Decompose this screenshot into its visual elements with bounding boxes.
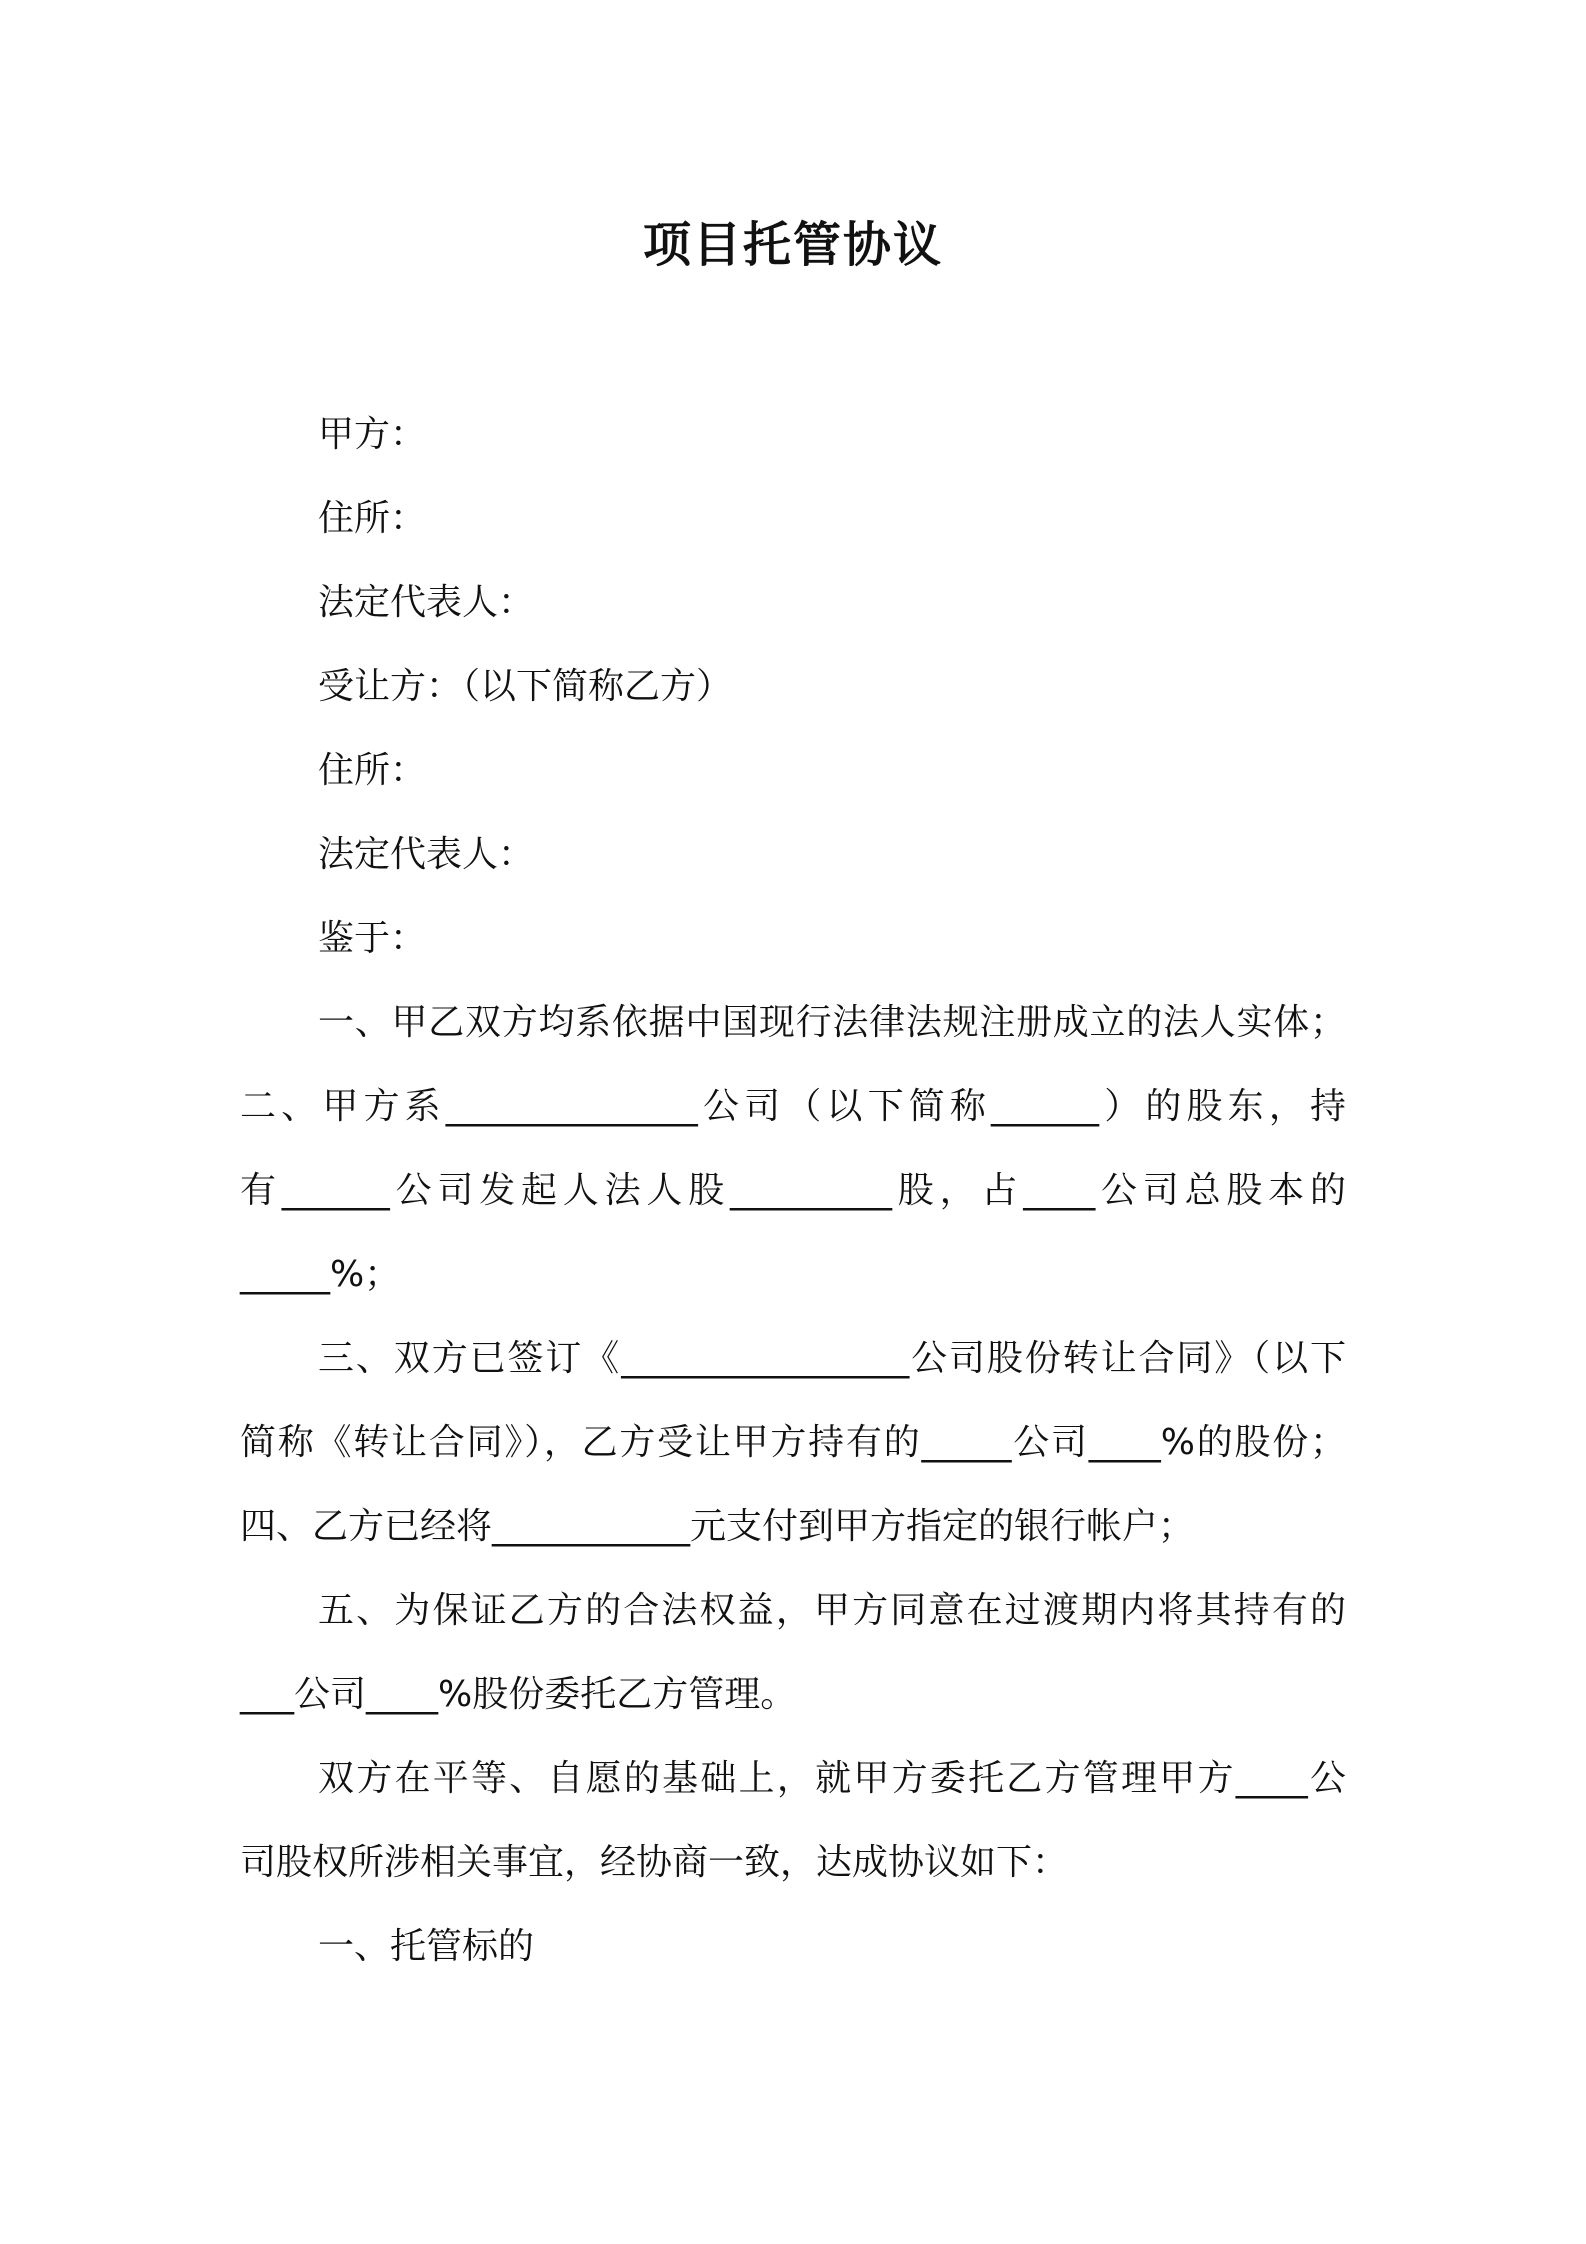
recital-2-line-1: 二、甲方系______________公司（以下简称______）的股东，持 [240, 1086, 1346, 1127]
agreement-intro-line-1: 双方在平等、自愿的基础上，就甲方委托乙方管理甲方____公 [318, 1758, 1346, 1799]
party-a-representative-label: 法定代表人： [318, 582, 535, 623]
document-title: 项目托管协议 [642, 217, 943, 273]
recital-3-line-2: 简称《转让合同》），乙方受让甲方持有的_____公司____%的股份； [240, 1422, 1346, 1463]
recital-4: 四、乙方已经将___________元支付到甲方指定的银行帐户； [240, 1506, 1195, 1547]
recital-5-line-2: ___公司____%股份委托乙方管理。 [240, 1674, 797, 1715]
recital-5-line-1: 五、为保证乙方的合法权益，甲方同意在过渡期内将其持有的 [318, 1590, 1346, 1631]
party-b-address-label: 住所： [318, 750, 427, 791]
recital-2-line-2: 有______公司发起人法人股_________股，占____公司总股本的 [240, 1170, 1346, 1211]
party-a-address-label: 住所： [318, 498, 427, 539]
party-b-representative-label: 法定代表人： [318, 834, 535, 875]
recital-2-line-3: _____%； [240, 1254, 401, 1295]
recital-1: 一、甲乙双方均系依据中国现行法律法规注册成立的法人实体； [318, 1002, 1346, 1043]
recital-3-line-1: 三、双方已签订《________________公司股份转让合同》（以下 [318, 1338, 1346, 1379]
party-b-label: 受让方：（以下简称乙方） [318, 666, 733, 707]
party-a-label: 甲方： [318, 414, 427, 455]
agreement-intro-line-2: 司股权所涉相关事宜，经协商一致，达成协议如下： [240, 1842, 1069, 1883]
whereas-label: 鉴于： [318, 918, 427, 959]
section-1-heading: 一、托管标的 [318, 1926, 535, 1967]
